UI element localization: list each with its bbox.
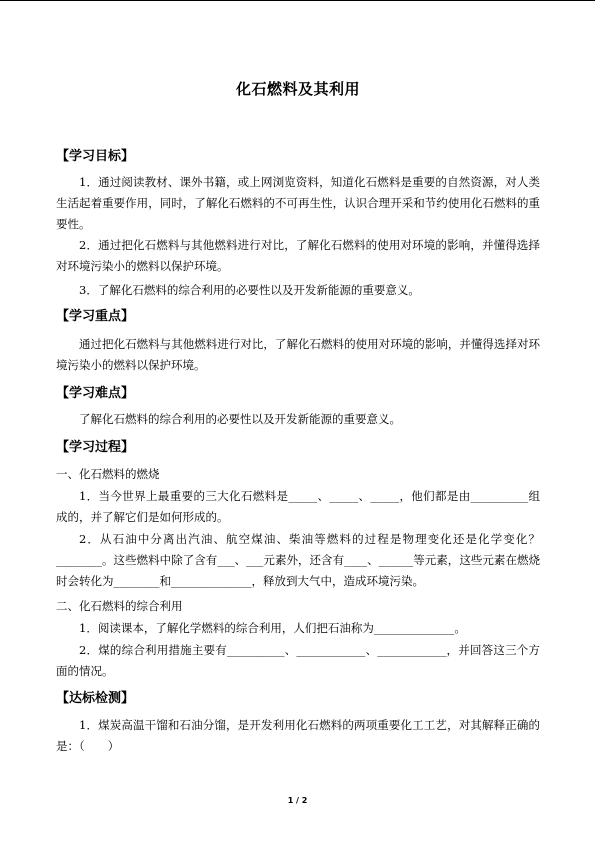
- page-number: 1 / 2: [287, 796, 308, 805]
- document-title: 化石燃料及其利用: [235, 80, 360, 98]
- process-part2-question-1: 1．阅读课本，了解化学燃料的综合利用，人们把石油称为______________。: [79, 621, 466, 635]
- process-part2-title: 二、化石燃料的综合利用: [56, 599, 183, 613]
- key-points-heading: 【学习重点】: [56, 309, 135, 324]
- goal-item-1: 1．通过阅读教材、课外书籍，或上网浏览资料，知道化石燃料是重要的自然资源，对人类生活起着重要作用，同时，了解化石燃料的不可再生性，认识合理开采和节约使用化石燃料的重要性。: [56, 175, 540, 231]
- goal-item-2: 2．通过把化石燃料与其他燃料进行对比，了解化石燃料的使用对环境的影响，并懂得选择对环境污染小的燃料以保护环境。: [56, 238, 540, 273]
- process-part2-question-2: 2．煤的综合利用措施主要有__________、____________、____________，并回答这三个方面的情况。: [56, 643, 540, 678]
- process-part1-question-2: 2．从石油中分离出汽油、航空煤油、柴油等燃料的过程是物理变化还是化学变化？________。这些燃料中除了含有___、___元素外，还含有____、______等元素，这些元素在燃烧时会转化为________和______________，释放到大气中，造成环境污染。: [56, 532, 540, 588]
- key-points-text: 通过把化石燃料与其他燃料进行对比，了解化石燃料的使用对环境的影响，并懂得选择对环境污染小的燃料以保护环境。: [56, 337, 540, 372]
- process-part1-question-1: 1．当今世界上最重要的三大化石燃料是_____、_____、_____，他们都是由__________组成的，并了解它们是如何形成的。: [56, 489, 540, 524]
- difficulties-text: 了解化石燃料的综合利用的必要性以及开发新能源的重要意义。: [79, 412, 401, 426]
- test-heading: 【达标检测】: [56, 691, 135, 706]
- goals-heading: 【学习目标】: [56, 149, 135, 164]
- top-border-line: [0, 0, 595, 1]
- difficulties-heading: 【学习难点】: [56, 386, 135, 401]
- process-part1-title: 一、化石燃料的燃烧: [56, 467, 160, 481]
- process-heading: 【学习过程】: [56, 440, 135, 455]
- test-question-1: 1．煤炭高温干馏和石油分馏，是开发利用化石燃料的两项重要化工工艺，对其解释正确的是：（ ）: [56, 718, 540, 753]
- goal-item-3: 3．了解化石燃料的综合利用的必要性以及开发新能源的重要意义。: [79, 283, 420, 297]
